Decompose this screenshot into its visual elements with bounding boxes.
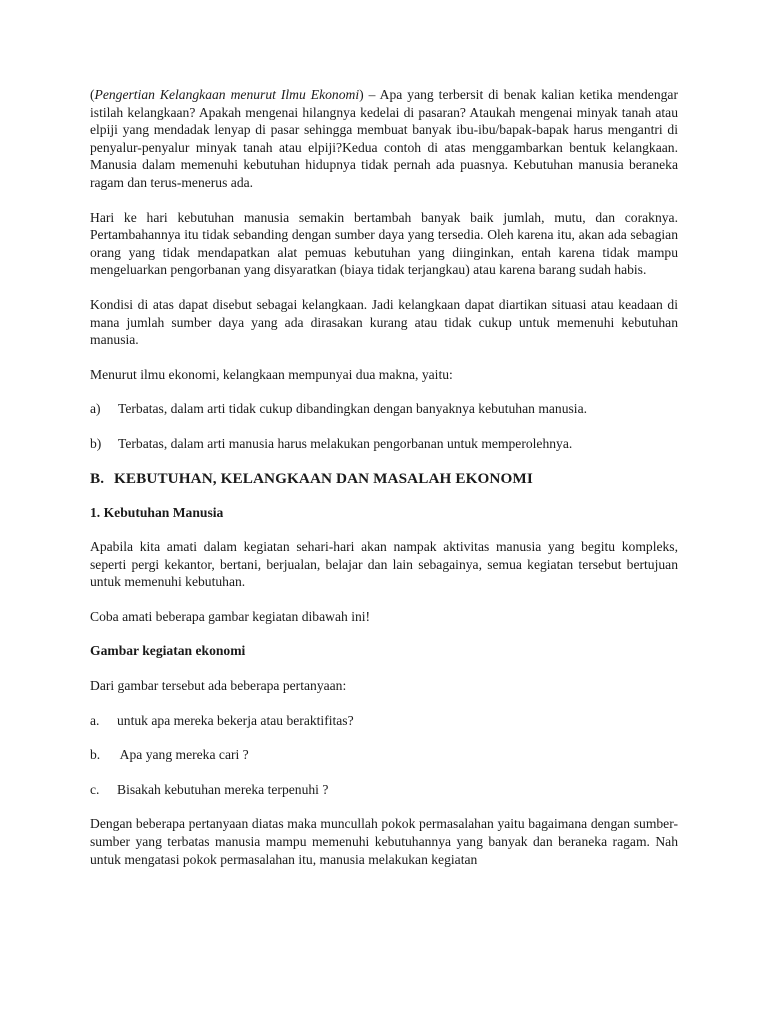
paragraph-kebutuhan-bertambah: Hari ke hari kebutuhan manusia semakin bertambah banyak baik jumlah, mutu, dan coraknya. Pertambahannya itu tidak sebanding dengan sumber daya yang tersedia. Oleh karena itu, akan ada sebagian orang yang tidak mendapatkan alat pemuas kebutuhan yang diinginkan, entah karena tidak mampu mengeluarkan pengorbanan yang disyaratkan (biaya tidak terjangkau) atau karena barang sudah habis. <box>90 209 678 278</box>
list-marker: a) <box>90 401 101 417</box>
figure-label: Gambar kegiatan ekonomi <box>90 643 246 659</box>
intro-paragraph <box>90 86 678 192</box>
list-item <box>90 400 678 418</box>
intro-text: ) – Apa yang terbersit di benak kalian ketika mendengar istilah kelangkaan? Apakah mengenai hilangnya kedelai di pasaran? Ataukah mengenai minyak tanah atau elpiji yang mendadak lenyap di pasar sehingga membuat banyak ibu-ibu/bapak-bapak harus mengantri di penyalur-penyalur minyak tanah atau elpiji?Kedua contoh di atas menggambarkan bentuk kelangkaan. Manusia dalam memenuhi kebutuhan hidupnya tidak pernah ada puasnya. Kebutuhan manusia beraneka ragam dan terus-menerus ada. <box>90 87 678 190</box>
list-item <box>90 712 678 730</box>
list-text: Terbatas, dalam arti manusia harus melakukan pengorbanan untuk memperolehnya. <box>118 435 573 451</box>
list-item <box>90 435 678 453</box>
section-title: KEBUTUHAN, KELANGKAAN DAN MASALAH EKONOMI <box>114 469 533 487</box>
section-heading <box>90 469 678 488</box>
list-marker: b) <box>90 435 102 451</box>
paragraph-pertanyaan: Dari gambar tersebut ada beberapa pertanyaan: <box>90 678 347 694</box>
subsection-heading: 1. Kebutuhan Manusia <box>90 504 224 520</box>
paragraph-definisi-kelangkaan: Kondisi di atas dapat disebut sebagai kelangkaan. Jadi kelangkaan dapat diartikan situasi atau keadaan di mana jumlah sumber daya yang ada dirasakan kurang atau tidak cukup untuk memenuhi kebutuhan manusia. <box>90 296 678 348</box>
paragraph-pokok-permasalahan: Dengan beberapa pertanyaan diatas maka muncullah pokok permasalahan yaitu bagaimana dengan sumber-sumber yang terbatas manusia mampu memenuhi kebutuhannya yang banyak dan beraneka ragam. Nah untuk mengatasi pokok permasalahan itu, manusia melakukan kegiatan <box>90 816 678 867</box>
list-item <box>90 781 678 799</box>
paragraph-dua-makna: Menurut ilmu ekonomi, kelangkaan mempunyai dua makna, yaitu: <box>90 366 453 382</box>
list-marker: b. <box>90 747 101 763</box>
list-text: Terbatas, dalam arti tidak cukup dibandingkan dengan banyaknya kebutuhan manusia. <box>118 401 588 417</box>
list-marker: c. <box>90 781 100 797</box>
section-marker: B. <box>90 469 105 487</box>
list-text: Apa yang mereka cari ? <box>117 747 249 763</box>
paragraph-aktivitas: Apabila kita amati dalam kegiatan sehari-hari akan nampak aktivitas manusia yang begitu kompleks, seperti pergi kekantor, bertani, berjualan, belajar dan lain sebagainya, semua kegiatan tersebut bertujuan untuk memenuhi kebutuhan. <box>90 539 678 590</box>
open-paren: ( <box>90 87 95 102</box>
paragraph-coba-amati: Coba amati beberapa gambar kegiatan dibawah ini! <box>90 608 371 624</box>
list-text: Bisakah kebutuhan mereka terpenuhi ? <box>117 781 329 797</box>
intro-title: Pengertian Kelangkaan menurut Ilmu Ekonomi <box>94 87 360 102</box>
document-page <box>90 86 678 868</box>
list-text: untuk apa mereka bekerja atau beraktifitas? <box>117 712 354 728</box>
list-item <box>90 746 678 764</box>
list-marker: a. <box>90 712 100 728</box>
